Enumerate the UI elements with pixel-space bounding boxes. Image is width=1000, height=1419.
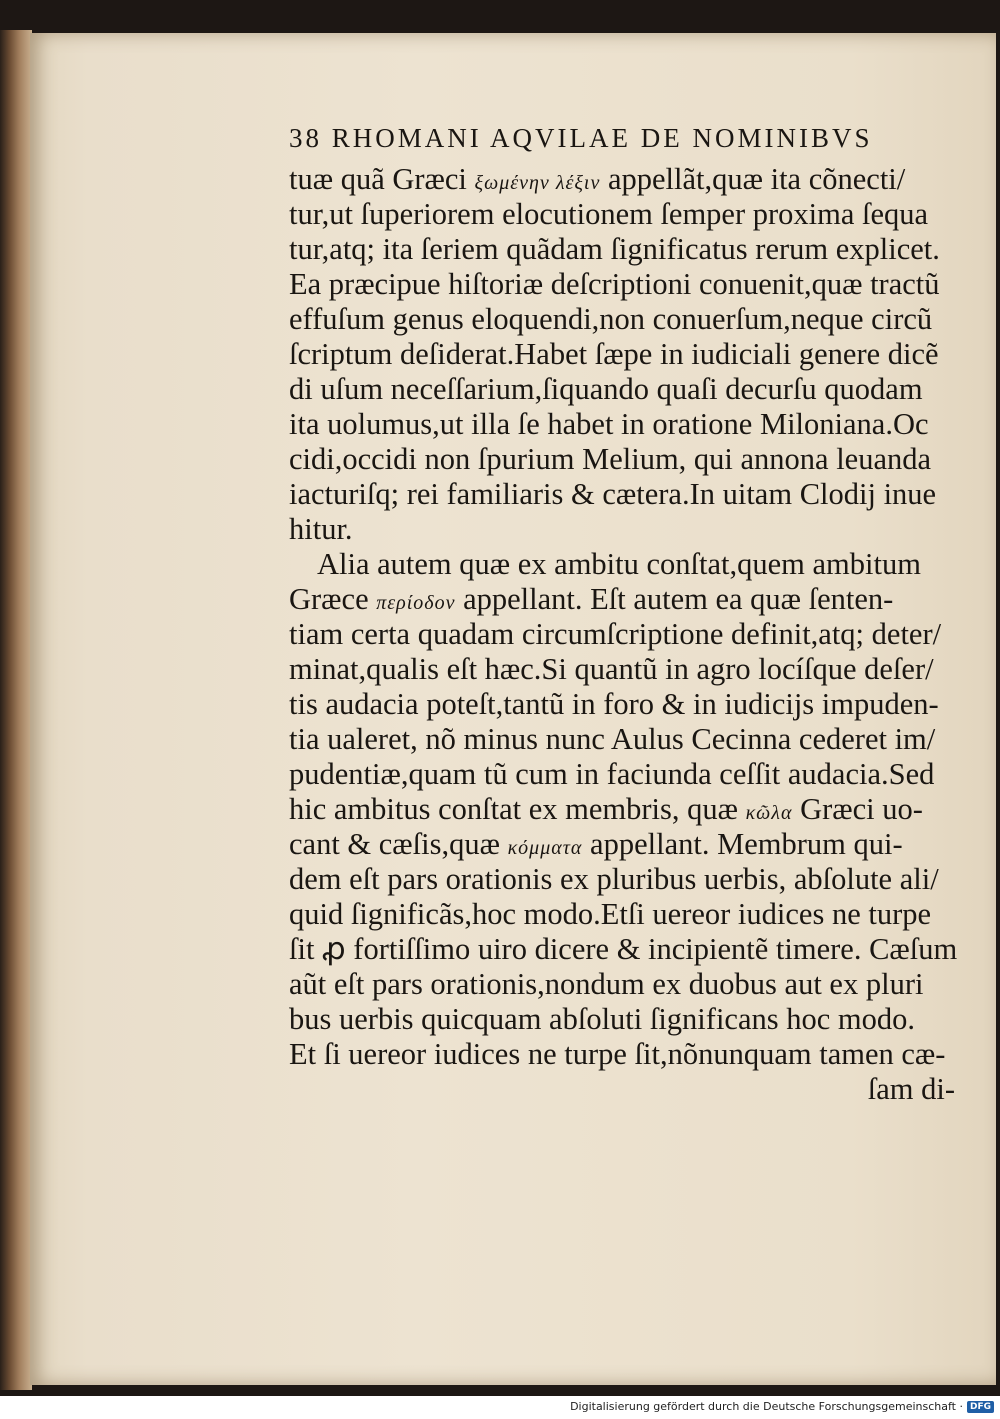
line-text: iacturiſq; rei familiaris & cætera.In uitam Clodij inue: [289, 477, 937, 511]
text-line: [289, 442, 969, 477]
line-text: ſcriptum deſiderat.Habet ſæpe in iudiciali genere dicẽ: [289, 337, 939, 371]
text-line: [289, 897, 969, 932]
text-line: [289, 337, 969, 372]
text-block: [289, 118, 969, 1107]
text-line: [289, 1002, 969, 1037]
greek-term: κῶλα: [745, 802, 793, 824]
line-text: di uſum neceſſarium,ſiquando quaſi decurſu quodam: [289, 372, 923, 406]
line-text: tiam certa quadam circumſcriptione definit,atq; deter/: [289, 617, 942, 651]
text-line: [289, 757, 969, 792]
line-text: cidi,occidi non ſpurium Melium, qui annona leuanda: [289, 442, 932, 476]
line-text: appellãt,quæ ita cõnecti/: [600, 162, 906, 196]
text-line: [289, 582, 969, 617]
line-text: ita uolumus,ut illa ſe habet in oratione Miloniana.Oc: [289, 407, 929, 441]
text-line: [289, 407, 969, 442]
line-text: quid ſignificãs,hoc modo.Etſi uereor iudices ne turpe: [289, 897, 932, 931]
line-text: hitur.: [289, 512, 353, 546]
line-text: Græci uo-: [792, 792, 923, 826]
text-line: [289, 547, 969, 582]
text-line: [289, 687, 969, 722]
text-line: [289, 617, 969, 652]
line-text: pudentiæ,quam tũ cum in faciunda ceſſit audacia.Sed: [289, 757, 935, 791]
greek-term: ξωμένην λέξιν: [474, 172, 601, 194]
text-line: [289, 302, 969, 337]
greek-term: κόμματα: [507, 837, 583, 859]
text-line: [289, 792, 969, 827]
greek-term: περίοδον: [376, 592, 456, 614]
line-text: effuſum genus eloquendi,non conuerſum,neque circũ: [289, 302, 933, 336]
footer-credit: Digitalisierung gefördert durch die Deutsche Forschungsgemeinschaft ·: [570, 1400, 963, 1413]
line-text: aũt eſt pars orationis,nondum ex duobus aut ex pluri: [289, 967, 924, 1001]
text-line: [289, 932, 969, 967]
line-text: appellant. Membrum qui-: [582, 827, 903, 861]
catchword: ſam di-: [867, 1072, 955, 1106]
running-head: 38 RHOMANI AQVILAE DE NOMINIBVS: [289, 123, 873, 153]
line-text: tis audacia poteſt,tantũ in foro & in iudicijs impuden-: [289, 687, 939, 721]
digitization-footer: [570, 1400, 994, 1413]
book-spine: [0, 30, 32, 1390]
text-line: [289, 1037, 969, 1072]
line-text: cant & cæſis,quæ: [289, 827, 508, 861]
line-text: Ea præcipue hiſtoriæ deſcriptioni conuenit,quæ tractũ: [289, 267, 940, 301]
text-line: [289, 267, 969, 302]
line-text: Græce: [289, 582, 377, 616]
line-text: tuæ quã Græci: [289, 162, 475, 196]
text-line: [289, 652, 969, 687]
text-line: [289, 232, 969, 267]
line-text: tur,atq; ita ſeriem quãdam ſignificatus rerum explicet.: [289, 232, 940, 266]
text-line: [289, 197, 969, 232]
body-text: [289, 162, 969, 1072]
line-text: bus uerbis quicquam abſoluti ſignificans hoc modo.: [289, 1002, 915, 1036]
text-line: [289, 722, 969, 757]
text-line: [289, 512, 969, 547]
line-text: appellant. Eſt autem ea quæ ſenten-: [455, 582, 894, 616]
line-text: tur,ut ſuperiorem elocutionem ſemper proxima ſequa: [289, 197, 929, 231]
text-line: [289, 967, 969, 1002]
line-text: tia ualeret, nõ minus nunc Aulus Cecinna cederet im/: [289, 722, 936, 756]
line-text: Alia autem quæ ex ambitu conſtat,quem ambitum: [317, 547, 921, 581]
text-line: [289, 477, 969, 512]
text-line: [289, 862, 969, 897]
text-line: [289, 162, 969, 197]
line-text: Et ſi uereor iudices ne turpe ſit,nõnunquam tamen cæ-: [289, 1037, 946, 1071]
line-text: minat,qualis eſt hæc.Si quantũ in agro locíſque deſer/: [289, 652, 934, 686]
line-text: dem eſt pars orationis ex pluribus uerbis, abſolute ali/: [289, 862, 939, 896]
line-text: hic ambitus conſtat ex membris, quæ: [289, 792, 746, 826]
line-text: ſit ꝓ fortiſſimo uiro dicere & incipientẽ timere. Cæſum: [289, 932, 958, 966]
text-line: [289, 827, 969, 862]
dfg-logo: DFG: [967, 1401, 994, 1413]
text-line: [289, 372, 969, 407]
